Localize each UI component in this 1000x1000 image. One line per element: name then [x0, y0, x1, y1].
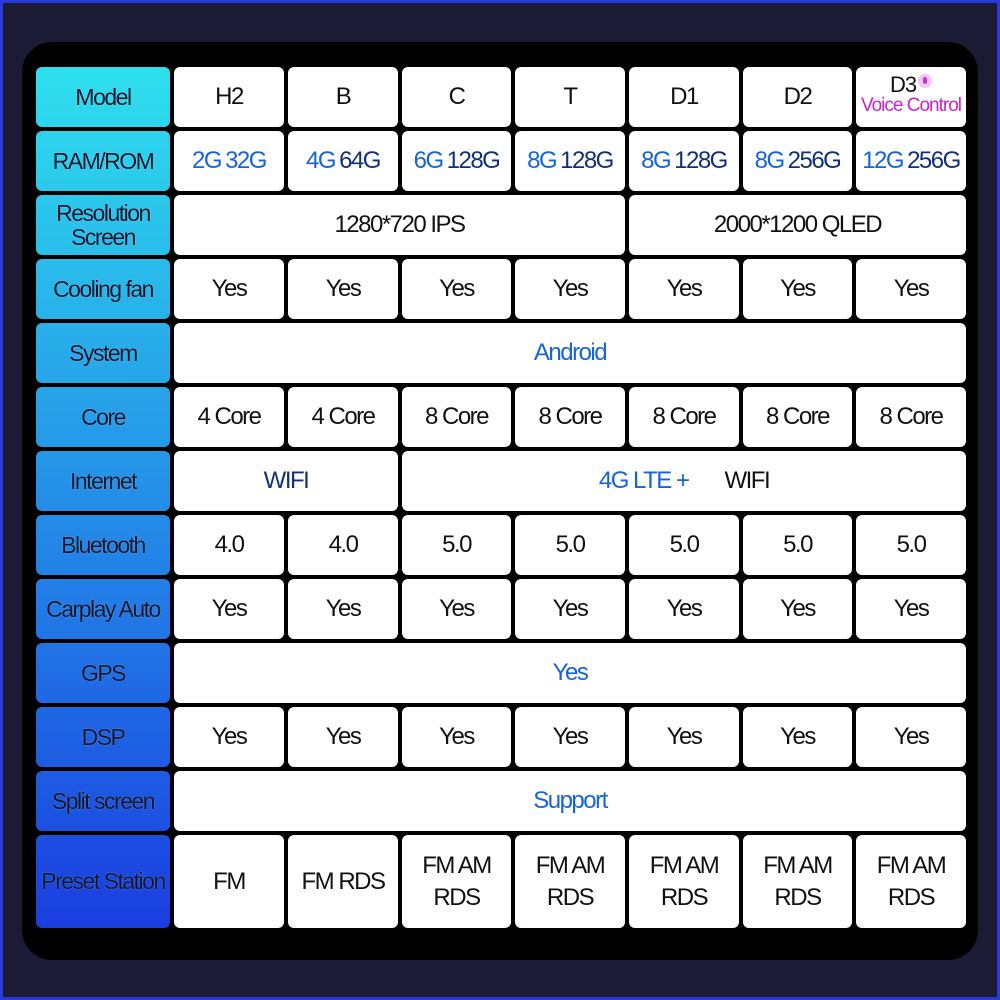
carplay-value: Yes	[211, 595, 247, 623]
carplay-cell	[629, 579, 739, 639]
bluetooth-value: 4.0	[214, 531, 244, 559]
dsp-value: Yes	[780, 723, 815, 751]
preset-line-1: FM	[213, 867, 245, 895]
core-cell	[174, 387, 284, 447]
cooling-value: Yes	[325, 275, 361, 303]
rom-value: 128G	[446, 147, 500, 175]
core-value: 8 Core	[879, 403, 943, 431]
cooling-value: Yes	[666, 275, 702, 303]
ram-rom-cell	[743, 131, 852, 191]
preset-station-cell	[288, 835, 398, 928]
internet-value: WIFI	[263, 467, 309, 495]
model-name: D1	[670, 83, 698, 111]
preset-line-2: RDS	[774, 883, 821, 911]
core-value: 8 Core	[538, 403, 602, 431]
row-label-system	[36, 323, 170, 383]
ram-value: 6G	[413, 147, 443, 175]
carplay-value: Yes	[439, 595, 474, 623]
row-label-ram	[36, 131, 170, 191]
ram-value: 2G	[192, 147, 222, 175]
row-label-text: DSP	[81, 723, 125, 750]
dsp-value: Yes	[666, 723, 702, 751]
cooling-value: Yes	[439, 275, 474, 303]
bluetooth-cell	[515, 515, 625, 575]
dsp-cell	[288, 707, 398, 767]
cooling-cell	[402, 259, 511, 319]
rom-value: 32G	[225, 147, 266, 175]
bluetooth-cell	[174, 515, 284, 575]
ram-rom-cell	[402, 131, 511, 191]
resolution-ips-cell	[174, 195, 625, 255]
core-value: 4 Core	[197, 403, 261, 431]
row-label-carplay	[36, 579, 170, 639]
dsp-cell	[629, 707, 739, 767]
system-cell	[174, 323, 966, 383]
model-cell	[629, 67, 739, 127]
resolution-qled-cell	[629, 195, 966, 255]
carplay-value: Yes	[552, 595, 588, 623]
bluetooth-value: 5.0	[896, 531, 926, 559]
cooling-value: Yes	[552, 275, 588, 303]
preset-station-cell	[743, 835, 852, 928]
voice-control-note: Voice Control	[860, 95, 961, 117]
cooling-value: Yes	[780, 275, 815, 303]
model-cell	[288, 67, 398, 127]
row-label-text: Bluetooth	[61, 531, 145, 558]
model-cell	[174, 67, 284, 127]
row-label-text: System	[69, 339, 137, 366]
carplay-value: Yes	[893, 595, 929, 623]
ram-rom-cell	[288, 131, 398, 191]
internet-lte-cell	[402, 451, 966, 511]
model-cell	[402, 67, 511, 127]
ram-value: 4G	[306, 147, 336, 175]
preset-station-cell	[515, 835, 625, 928]
carplay-cell	[743, 579, 852, 639]
ram-rom-cell	[174, 131, 284, 191]
preset-line-1: FM RDS	[301, 867, 385, 895]
row-label-cooling	[36, 259, 170, 319]
dsp-cell	[515, 707, 625, 767]
dsp-value: Yes	[552, 723, 588, 751]
carplay-cell	[515, 579, 625, 639]
row-label-line: Screen	[71, 224, 135, 250]
dsp-cell	[743, 707, 852, 767]
rom-value: 64G	[339, 147, 380, 175]
core-cell	[629, 387, 739, 447]
bluetooth-value: 5.0	[669, 531, 699, 559]
carplay-cell	[174, 579, 284, 639]
core-cell	[856, 387, 966, 447]
model-d3-header	[890, 73, 932, 96]
core-value: 4 Core	[311, 403, 375, 431]
internet-wifi-value: WIFI	[724, 467, 770, 495]
core-value: 8 Core	[424, 403, 489, 431]
system-value: Android	[533, 339, 607, 367]
core-cell	[402, 387, 511, 447]
row-label-bluetooth	[36, 515, 170, 575]
preset-line-2: RDS	[660, 883, 708, 911]
carplay-value: Yes	[780, 595, 815, 623]
microphone-icon	[918, 74, 932, 88]
preset-line-1: FM AM	[535, 852, 605, 880]
preset-station-cell	[402, 835, 511, 928]
dsp-cell	[402, 707, 511, 767]
row-label-text: Internet	[70, 467, 136, 494]
rom-value: 256G	[787, 147, 841, 175]
dsp-value: Yes	[211, 723, 247, 751]
bluetooth-cell	[743, 515, 852, 575]
preset-line-1: FM AM	[649, 852, 719, 880]
row-label-model	[36, 67, 170, 127]
model-name: D2	[783, 83, 812, 111]
cooling-cell	[743, 259, 852, 319]
bluetooth-cell	[402, 515, 511, 575]
core-cell	[288, 387, 398, 447]
bluetooth-value: 5.0	[555, 531, 585, 559]
row-label-text: Split screen	[51, 787, 155, 814]
carplay-value: Yes	[325, 595, 361, 623]
gps-value: Yes	[552, 659, 588, 687]
dsp-cell	[856, 707, 966, 767]
preset-line-1: FM AM	[763, 852, 832, 880]
row-label-gps	[36, 643, 170, 703]
internet-lte-value: 4G LTE +	[598, 467, 689, 495]
row-label-line: Resolution	[56, 199, 150, 226]
model-name: B	[335, 83, 351, 111]
dsp-value: Yes	[325, 723, 361, 751]
cooling-cell	[856, 259, 966, 319]
row-label-dsp	[36, 707, 170, 767]
row-label-text: GPS	[80, 659, 126, 686]
bluetooth-value: 4.0	[328, 531, 358, 559]
rom-value: 128G	[674, 147, 727, 175]
internet-wifi-cell	[174, 451, 398, 511]
carplay-value: Yes	[666, 595, 702, 623]
bluetooth-value: 5.0	[442, 531, 471, 559]
model-cell	[856, 67, 966, 127]
ram-value: 8G	[754, 147, 784, 175]
ram-value: 12G	[862, 147, 904, 175]
model-name: C	[448, 83, 465, 111]
resolution-value: 1280*720 IPS	[334, 211, 465, 239]
carplay-cell	[856, 579, 966, 639]
cooling-cell	[174, 259, 284, 319]
preset-line-1: FM AM	[422, 852, 491, 880]
core-cell	[515, 387, 625, 447]
row-label-split	[36, 771, 170, 831]
gps-cell	[174, 643, 966, 703]
preset-station-cell	[174, 835, 284, 928]
model-name: H2	[215, 83, 243, 111]
rom-value: 256G	[907, 147, 960, 175]
preset-station-cell	[856, 835, 966, 928]
ram-rom-cell	[856, 131, 966, 191]
bluetooth-value: 5.0	[783, 531, 812, 559]
row-label-internet	[36, 451, 170, 511]
preset-line-2: RDS	[887, 883, 935, 911]
core-value: 8 Core	[765, 403, 830, 431]
row-label-res	[36, 195, 170, 255]
bluetooth-cell	[856, 515, 966, 575]
row-label-text: Carplay Auto	[46, 595, 160, 622]
preset-line-2: RDS	[546, 883, 594, 911]
model-cell	[743, 67, 852, 127]
bluetooth-cell	[629, 515, 739, 575]
row-label-text: RAM/ROM	[52, 147, 154, 174]
row-label-text: Model	[75, 83, 131, 110]
cooling-value: Yes	[893, 275, 929, 303]
carplay-cell	[288, 579, 398, 639]
cooling-value: Yes	[211, 275, 247, 303]
preset-line-2: RDS	[433, 883, 480, 911]
resolution-value: 2000*1200 QLED	[713, 211, 882, 239]
split-screen-cell	[174, 771, 966, 831]
preset-station-cell	[629, 835, 739, 928]
ram-rom-cell	[629, 131, 739, 191]
ram-rom-cell	[515, 131, 625, 191]
cooling-cell	[515, 259, 625, 319]
model-name: T	[563, 83, 577, 111]
model-cell	[515, 67, 625, 127]
row-label-text: Core	[81, 403, 125, 430]
cooling-cell	[288, 259, 398, 319]
carplay-cell	[402, 579, 511, 639]
dsp-value: Yes	[893, 723, 929, 751]
row-label-preset	[36, 835, 170, 928]
row-label-core	[36, 387, 170, 447]
cooling-cell	[629, 259, 739, 319]
model-name: D3	[889, 72, 917, 97]
bluetooth-cell	[288, 515, 398, 575]
core-cell	[743, 387, 852, 447]
row-label-text: Cooling fan	[53, 275, 153, 302]
core-value: 8 Core	[652, 403, 716, 431]
ram-value: 8G	[527, 147, 557, 175]
dsp-cell	[174, 707, 284, 767]
preset-line-1: FM AM	[876, 852, 946, 880]
split-screen-value: Support	[533, 787, 607, 815]
row-label-text: Preset Station	[41, 868, 165, 895]
ram-value: 8G	[641, 147, 671, 175]
dsp-value: Yes	[439, 723, 474, 751]
rom-value: 128G	[560, 147, 613, 175]
